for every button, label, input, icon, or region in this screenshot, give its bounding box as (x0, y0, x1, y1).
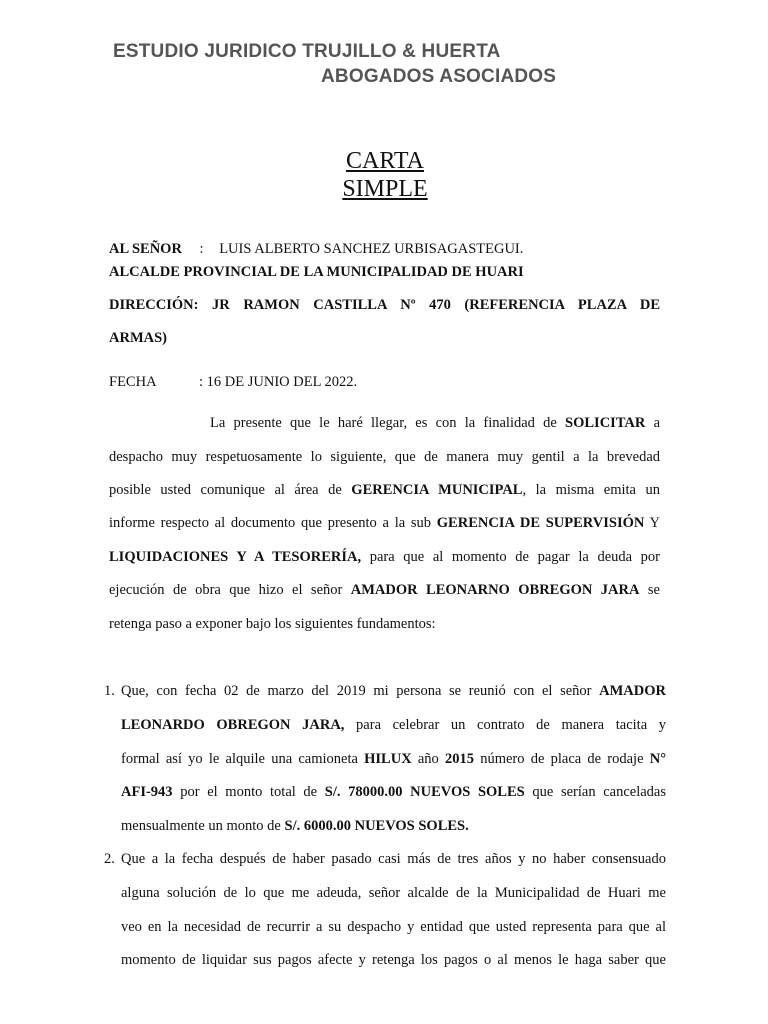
item-text: año (411, 751, 446, 767)
intro-text: se (639, 582, 660, 598)
item1-row-3 (121, 751, 666, 768)
list-number: 1. (104, 683, 115, 699)
addressee-label: AL SEÑOR (109, 241, 182, 257)
intro-text: La presente que le haré llegar, es con la finalidad de (210, 415, 566, 431)
item1-row-2 (121, 717, 666, 734)
intro-text: para que al momento de pagar la deuda por (361, 549, 660, 565)
item-text: Que, con fecha 02 de marzo del 2019 mi persona se reunió con el señor (121, 683, 600, 699)
firm-name-line1: ESTUDIO JURIDICO TRUJILLO & HUERTA (113, 41, 501, 62)
addressee-position: ALCALDE PROVINCIAL DE LA MUNICIPALIDAD DE HUARI (109, 264, 524, 280)
item2-row-2: alguna solución de lo que me adeuda, señor alcalde de la Municipalidad de Huari me (121, 885, 666, 901)
item2-row-1: Que a la fecha después de haber pasado casi más de tres años y no haber consensuado (121, 851, 666, 867)
intro-row-2: despacho muy respetuosamente lo siguiente, que de manera muy gentil a la brevedad (109, 449, 660, 465)
item1-row-4 (121, 784, 666, 801)
intro-text: informe respecto al documento que presento a la sub (109, 515, 437, 531)
item-bold: AMADOR (599, 683, 666, 699)
item-bold: S/. 6000.00 NUEVOS SOLES. (284, 818, 469, 834)
date-label: FECHA (109, 374, 157, 390)
item-bold: HILUX (364, 751, 412, 767)
intro-text: ejecución de obra que hizo el señor (109, 582, 351, 598)
intro-row-6 (109, 582, 660, 599)
item-bold: N° (649, 751, 666, 767)
intro-bold-liquidaciones: LIQUIDACIONES Y A TESORERÍA, (109, 549, 362, 565)
date-value: : 16 DE JUNIO DEL 2022. (199, 374, 358, 390)
item-bold: 2015 (445, 751, 475, 767)
addressee-name: LUIS ALBERTO SANCHEZ URBISAGASTEGUI. (219, 241, 524, 257)
intro-row-1 (210, 415, 660, 432)
firm-name-line2: ABOGADOS ASOCIADOS (321, 66, 557, 87)
item1-row-1 (121, 683, 666, 700)
intro-bold-gerencia: GERENCIA MUNICIPAL (351, 482, 523, 498)
intro-row-7: retenga paso a exponer bajo los siguientes fundamentos: (109, 616, 436, 632)
addressee-separator: : (199, 241, 204, 257)
item1-row-5 (121, 818, 666, 835)
intro-bold-solicitar: SOLICITAR (565, 415, 646, 431)
item-text: mensualmente un monto de (121, 818, 285, 834)
intro-row-5 (109, 549, 660, 566)
document-title-line2: SIMPLE (342, 176, 428, 202)
list-number: 2. (104, 851, 115, 867)
item2-row-3: veo en la necesidad de recurrir a su despacho y entidad que usted representa para que al (121, 919, 666, 935)
intro-text: Y (644, 515, 661, 531)
intro-text: posible usted comunique al área de (109, 482, 352, 498)
item-text: que serían canceladas (524, 784, 667, 800)
intro-text: a (645, 415, 661, 431)
address-line2: ARMAS) (109, 330, 167, 346)
document-title-line1: CARTA (346, 148, 424, 174)
intro-bold-name: AMADOR LEONARNO OBREGON JARA (350, 582, 640, 598)
date-line (109, 374, 357, 391)
item2-row-4: momento de liquidar sus pagos afecte y retenga los pagos o al menos le haga saber que (121, 952, 666, 968)
item-bold: LEONARDO OBREGON JARA, (121, 717, 345, 733)
intro-bold-supervision: GERENCIA DE SUPERVISIÓN (436, 515, 645, 531)
item-text: para celebrar un contrato de manera tacita y (344, 717, 666, 733)
intro-text: , la misma emita un (522, 482, 660, 498)
item-text: formal así yo le alquile una camioneta (121, 751, 365, 767)
addressee-line (109, 241, 523, 258)
item-bold: AFI-943 (121, 784, 173, 800)
address-line1: DIRECCIÓN: JR RAMON CASTILLA Nº 470 (REFERENCIA PLAZA DE (109, 297, 660, 313)
intro-row-4 (109, 515, 660, 532)
intro-row-3 (109, 482, 660, 499)
item-text: número de placa de rodaje (474, 751, 650, 767)
item-bold: S/. 78000.00 NUEVOS SOLES (324, 784, 525, 800)
item-text: por el monto total de (172, 784, 325, 800)
